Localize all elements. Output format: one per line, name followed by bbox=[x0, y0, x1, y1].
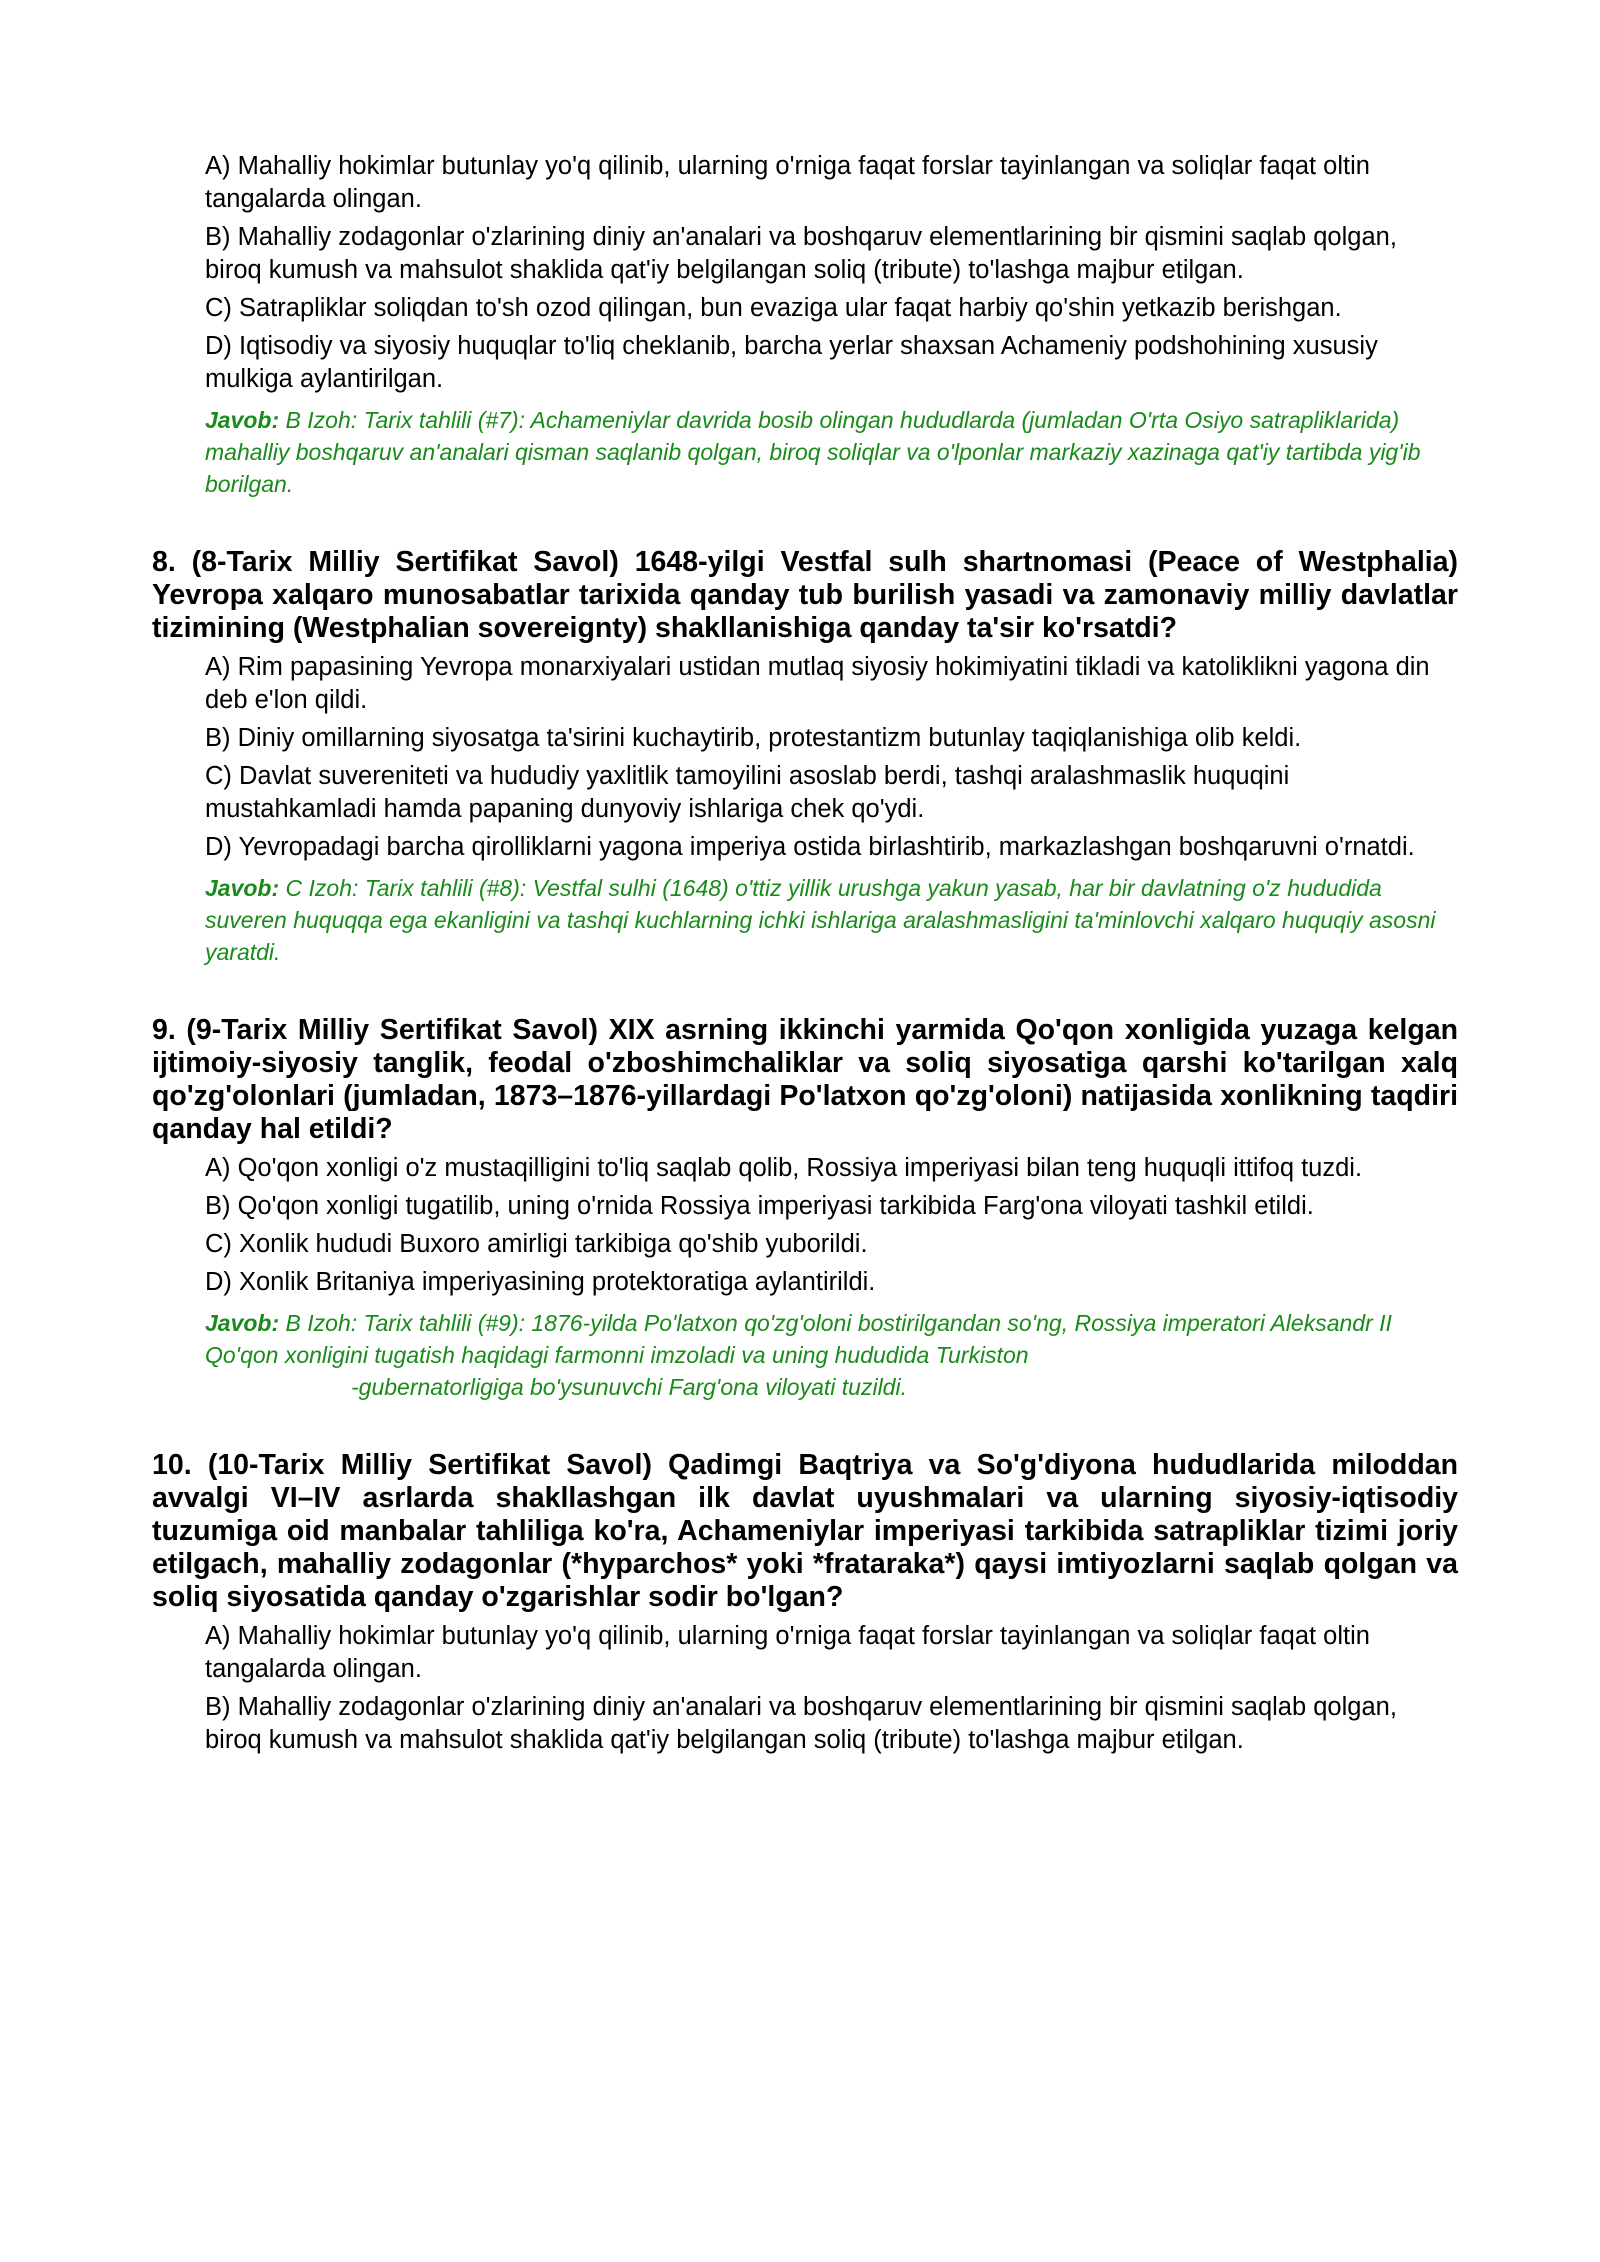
q7-option-a: A) Mahalliy hokimlar butunlay yo'q qilinib, ularning o'rniga faqat forslar tayinlangan va soliqlar faqat oltin tangalarda olingan. bbox=[205, 152, 1370, 213]
q9-answer bbox=[152, 1307, 1458, 1403]
q9-answer-label: Javob: bbox=[205, 1310, 280, 1336]
q8-option-a: A) Rim papasining Yevropa monarxiyalari ustidan mutlaq siyosiy hokimiyatini tikladi va katoliklikni yagona din deb e'lon qildi. bbox=[205, 653, 1430, 714]
q9-answer-main bbox=[205, 1307, 1458, 1371]
q9-answer-tail: -gubernatorligiga bo'ysunuvchi Farg'ona viloyati tuzildi. bbox=[351, 1374, 907, 1400]
q8-option-b: B) Diniy omillarning siyosatga ta'sirini kuchaytirib, protestantizm butunlay taqiqlanishiga olib keldi. bbox=[205, 724, 1302, 752]
q7-options bbox=[152, 150, 1458, 396]
q7-answer bbox=[152, 404, 1458, 500]
q9-option-b: B) Qo'qon xonligi tugatilib, uning o'rnida Rossiya imperiyasi tarkibida Farg'ona viloyati tashkil etildi. bbox=[205, 1192, 1314, 1220]
page-content bbox=[152, 150, 1458, 1762]
q7-option-d: D) Iqtisodiy va siyosiy huquqlar to'liq cheklanib, barcha yerlar shaxsan Achameniy podshohining xususiy mulkiga aylantirilgan. bbox=[205, 332, 1378, 393]
q10-option-b: B) Mahalliy zodagonlar o'zlarining diniy an'analari va boshqaruv elementlarining bir qismini saqlab qolgan, biroq kumush va mahsulot shaklida qat'iy belgilangan soliq (tribute) to'lashga majbur etilgan. bbox=[205, 1693, 1397, 1754]
q7-answer-text: B Izoh: Tarix tahlili (#7): Achameniylar davrida bosib olingan hududlarda (jumladan O'rta Osiyo satrapliklarida) mahalliy boshqaruv an'analari qisman saqlanib qolgan, biroq soliqlar va o'lponlar markaziy xazinaga qat'iy tartibda yig'ib borilgan. bbox=[205, 407, 1421, 497]
q8-option-d: D) Yevropadagi barcha qirolliklarni yagona imperiya ostida birlashtirib, markazlashgan boshqaruvni o'rnatdi. bbox=[205, 833, 1415, 861]
q8-answer-text: C Izoh: Tarix tahlili (#8): Vestfal sulhi (1648) o'ttiz yillik urushga yakun yasab, har bir davlatning o'z hududida suveren huquqqa ega ekanligini va tashqi kuchlarning ichki ishlariga aralashmasligini ta'minlovchi xalqaro huquqiy asosni yaratdi. bbox=[205, 875, 1436, 965]
q9-option-a: A) Qo'qon xonligi o'z mustaqilligini to'liq saqlab qolib, Rossiya imperiyasi bilan teng huquqli ittifoq tuzdi. bbox=[205, 1154, 1363, 1182]
q9-answer-text: B Izoh: Tarix tahlili (#9): 1876-yilda Po'latxon qo'zg'oloni bostirilgandan so'ng, Rossiya imperatori Aleksandr II Qo'qon xonligini tugatish haqidagi farmonni imzoladi va uning hududida Turkiston bbox=[205, 1310, 1392, 1368]
q10-question: 10. (10-Tarix Milliy Sertifikat Savol) Qadimgi Baqtriya va So'g'diyona hududlarida miloddan avvalgi VI–IV asrlarda shakllashgan ilk davlat uyushmalari va ularning siyosiy-iqtisodiy tuzumiga oid manbalar tahliliga ko'ra, Achameniylar imperiyasi tarkibida satrapliklar tizimi joriy etilgach, mahalliy zodagonlar (*hyparchos* yoki *frataraka*) qaysi imtiyozlarni saqlab qolgan va soliq siyosatida qanday o'zgarishlar sodir bo'lgan? bbox=[152, 1449, 1458, 1613]
q9-question: 9. (9-Tarix Milliy Sertifikat Savol) XIX asrning ikkinchi yarmida Qo'qon xonligida yuzaga kelgan ijtimoiy-siyosiy tanglik, feodal o'zboshimchaliklar va soliq siyosatiga qarshi ko'tarilgan xalq qo'zg'olonlari (jumladan, 1873–1876-yillardagi Po'latxon qo'zg'oloni) natijasida xonlikning taqdiri qanday hal etildi? bbox=[152, 1014, 1458, 1145]
q9-option-c: C) Xonlik hududi Buxoro amirligi tarkibiga qo'shib yuborildi. bbox=[205, 1230, 868, 1258]
q9-option-d: D) Xonlik Britaniya imperiyasining protektoratiga aylantirildi. bbox=[205, 1268, 876, 1296]
q7-option-c: C) Satrapliklar soliqdan to'sh ozod qilingan, bun evaziga ular faqat harbiy qo'shin yetkazib berishgan. bbox=[205, 294, 1342, 322]
q8-options bbox=[152, 651, 1458, 864]
q7-option-b: B) Mahalliy zodagonlar o'zlarining diniy an'analari va boshqaruv elementlarining bir qismini saqlab qolgan, biroq kumush va mahsulot shaklida qat'iy belgilangan soliq (tribute) to'lashga majbur etilgan. bbox=[205, 223, 1397, 284]
q7-answer-label: Javob: bbox=[205, 407, 280, 433]
q9-options bbox=[152, 1152, 1458, 1299]
q8-question: 8. (8-Tarix Milliy Sertifikat Savol) 1648-yilgi Vestfal sulh shartnomasi (Peace of Westphalia) Yevropa xalqaro munosabatlar tarixida qanday tub burilish yasadi va zamonaviy milliy davlatlar tizimining (Westphalian sovereignty) shakllanishiga qanday ta'sir ko'rsatdi? bbox=[152, 546, 1458, 644]
q8-answer-label: Javob: bbox=[205, 875, 280, 901]
q10-options bbox=[152, 1620, 1458, 1757]
q10-option-a: A) Mahalliy hokimlar butunlay yo'q qilinib, ularning o'rniga faqat forslar tayinlangan va soliqlar faqat oltin tangalarda olingan. bbox=[205, 1622, 1370, 1683]
q8-answer bbox=[152, 872, 1458, 968]
q8-option-c: C) Davlat suvereniteti va hududiy yaxlitlik tamoyilini asoslab berdi, tashqi aralashmaslik huquqini mustahkamladi hamda papaning dunyoviy ishlariga chek qo'ydi. bbox=[205, 762, 1290, 823]
